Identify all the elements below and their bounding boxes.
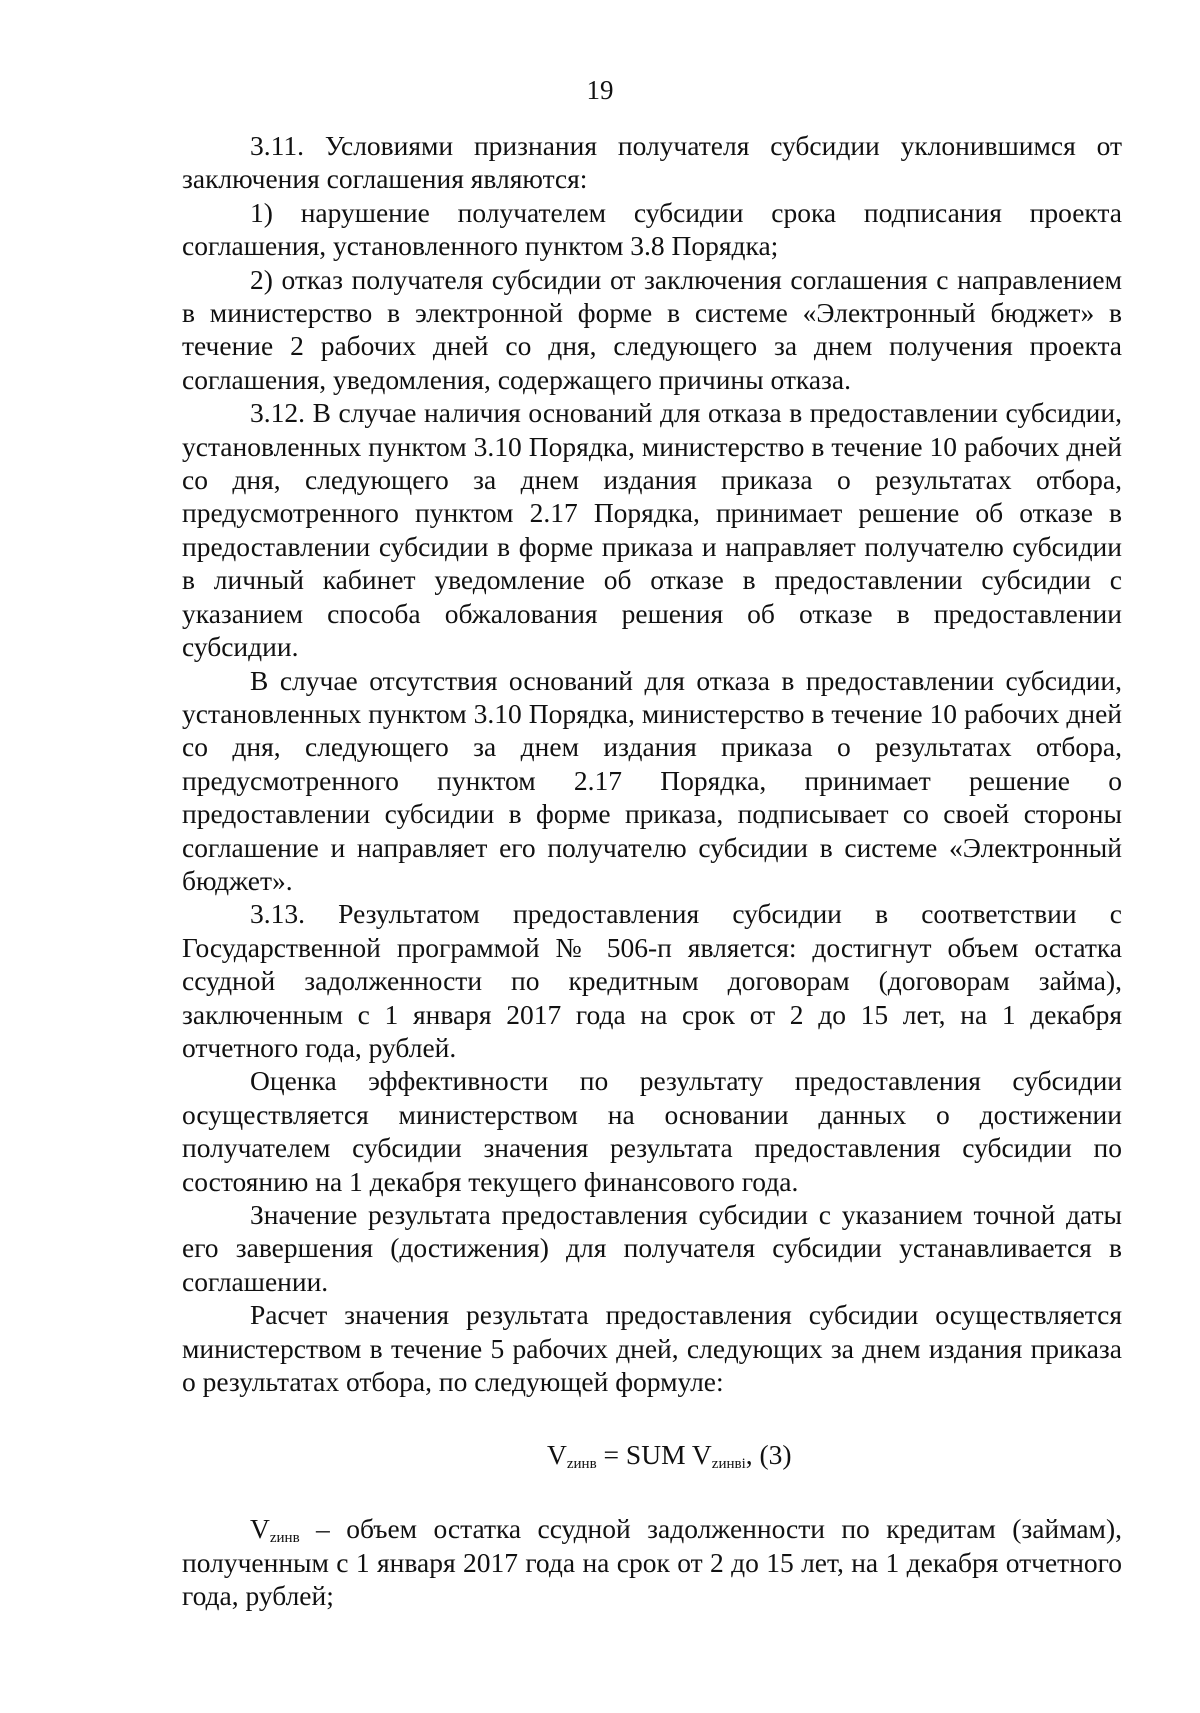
paragraph-item-2: 2) отказ получателя субсидии от заключения соглашения с направлением в министерство в электронной форме в системе «Электронный бюджет» в течение 2 рабочих дней со дня, следующего за днем получения проекта соглашения, уведомления, содержащего причины отказа.	[182, 263, 1122, 395]
paragraph-efficiency: Оценка эффективности по результату предоставления субсидии осуществляется министерством на основании данных о достижении получателем субсидии значения результата предоставления субсидии по состоянию на 1 декабря текущего финансового года.	[182, 1065, 1122, 1197]
formula-rhs-symbol: V	[691, 1439, 712, 1471]
document-body	[182, 129, 1122, 1613]
formula-number: , (3)	[745, 1439, 792, 1471]
paragraph-definition	[182, 1512, 1122, 1612]
paragraph-3-12: 3.12. В случае наличия оснований для отказа в предоставлении субсидии, установленных пунктом 3.10 Порядка, министерство в течение 10 рабочих дней со дня, следующего за днем издания приказа о результатах отбора, предусмотренного пунктом 2.17 Порядка, принимает решение об отказе в предоставлении субсидии в форме приказа и направляет получателю субсидии в личный кабинет уведомление об отказе в предоставлении субсидии с указанием способа обжалования решения об отказе в предоставлении субсидии.	[182, 397, 1122, 663]
definition-text: – объем остатка ссудной задолженности по кредитам (займам), полученным с 1 января 2017 года на срок от 2 до 15 лет, на 1 декабря отчетного года, рублей;	[182, 1513, 1122, 1612]
formula-rhs-subscript: zинвi	[711, 1456, 746, 1473]
page-number: 19	[586, 75, 614, 105]
paragraph-no-grounds: В случае отсутствия оснований для отказа в предоставлении субсидии, установленных пунктом 3.10 Порядка, министерство в течение 10 рабочих дней со дня, следующего за днем издания приказа о результатах отбора, предусмотренного пунктом 2.17 Порядка, принимает решение о предоставлении субсидии в форме приказа, подписывает со своей стороны соглашение и направляет его получателю субсидии в системе «Электронный бюджет».	[182, 664, 1122, 896]
definition-subscript: zинв	[269, 1530, 300, 1547]
formula-lhs-subscript: zинв	[566, 1456, 597, 1473]
paragraph-result-value: Значение результата предоставления субсидии с указанием точной даты его завершения (достижения) для получателя субсидии устанавливается в соглашении.	[182, 1199, 1122, 1297]
definition-symbol: V	[250, 1513, 270, 1545]
paragraph-3-11: 3.11. Условиями признания получателя субсидии уклонившимся от заключения соглашения являются:	[182, 130, 1122, 195]
formula-3	[182, 1438, 1122, 1472]
paragraph-calculation: Расчет значения результата предоставления субсидии осуществляется министерством в течение 5 рабочих дней, следующих за днем издания приказа о результатах отбора, по следующей формуле:	[182, 1299, 1122, 1398]
formula-lhs-symbol: V	[547, 1439, 567, 1471]
formula-equals-sum: = SUM	[596, 1439, 692, 1471]
paragraph-3-13: 3.13. Результатом предоставления субсидии в соответствии с Государственной программой № 506-п является: достигнут объем остатка ссудной задолженности по кредитным договорам (договорам займа), заключенным с 1 января 2017 года на срок от 2 до 15 лет, на 1 декабря отчетного года, рублей.	[182, 898, 1122, 1063]
paragraph-item-1: 1) нарушение получателем субсидии срока подписания проекта соглашения, установленного пунктом 3.8 Порядка;	[182, 196, 1122, 262]
